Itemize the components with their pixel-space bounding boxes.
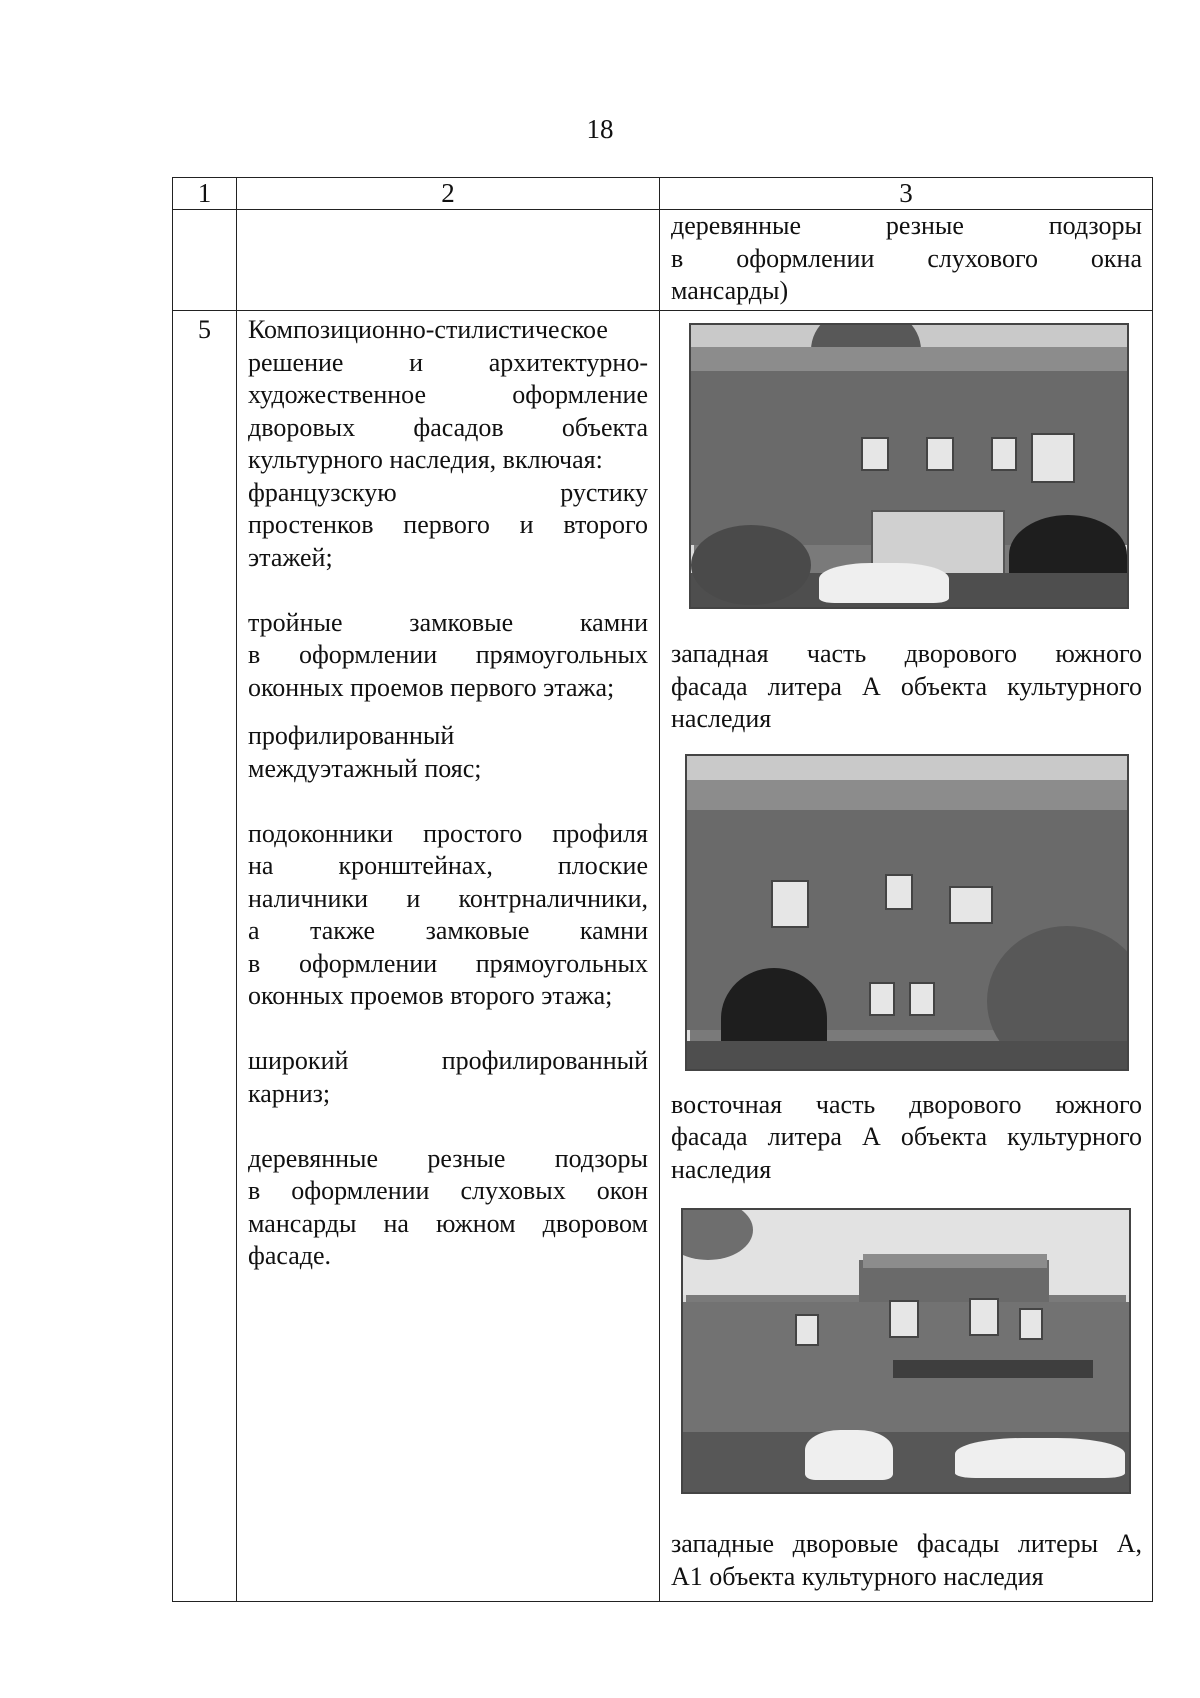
text-line: мансарды на южном дворовом	[248, 1208, 648, 1238]
page-number: 18	[586, 114, 614, 144]
text-line: на кронштейнах, плоские	[248, 851, 648, 880]
list-item	[248, 720, 648, 785]
photo-caption	[671, 1089, 1142, 1187]
text-line: карниз;	[248, 1078, 331, 1108]
photo-caption	[671, 638, 1142, 736]
text-line: деревянные резные подзоры	[248, 1143, 648, 1173]
text-line: наследия	[671, 1154, 772, 1184]
text-line: оконных проемов первого этажа;	[248, 672, 615, 702]
list-item	[248, 1045, 648, 1110]
table-header-row	[173, 178, 1153, 210]
text-line: а также замковые камни	[248, 916, 648, 945]
text-line: простенков первого и второго	[248, 510, 648, 539]
text-line: в оформлении слуховых окон	[248, 1176, 648, 1205]
photo-column	[660, 311, 1153, 1602]
text-line: этажей;	[248, 542, 333, 572]
text-line: мансарды)	[671, 276, 789, 305]
facade-photo-courtyard	[681, 1208, 1131, 1494]
text-line: фасаде.	[248, 1241, 332, 1270]
list-item	[248, 1143, 648, 1273]
list-item	[248, 818, 648, 1013]
text-line: решение и архитектурно-	[248, 347, 648, 377]
text-line: широкий профилированный	[248, 1046, 648, 1075]
table-row-5	[173, 311, 1153, 1602]
text-line: западная часть дворового южного	[671, 639, 1142, 668]
text-line: профилированный	[248, 721, 455, 750]
facade-photo-east	[685, 754, 1129, 1071]
text-line: Композиционно-стилистическое	[248, 315, 608, 344]
header-cell-2: 2	[237, 178, 660, 210]
text-line: наличники и контрналичники,	[248, 883, 648, 913]
text-line: междуэтажный пояс;	[248, 753, 482, 783]
list-item	[248, 314, 648, 574]
text-line: в оформлении прямоугольных	[248, 948, 648, 978]
text-line: фасада литера А объекта культурного	[671, 671, 1142, 701]
text-line: художественное оформление	[248, 380, 648, 409]
header-cell-3: 3	[660, 178, 1153, 210]
text-line: культурного наследия, включая:	[248, 445, 603, 474]
continuation-row	[173, 210, 1153, 311]
header-cell-1: 1	[173, 178, 237, 210]
text-line: западные дворовые фасады литеры А,	[671, 1529, 1142, 1558]
continuation-text	[660, 210, 1153, 311]
text-line: тройные замковые камни	[248, 607, 648, 637]
elements-description	[237, 311, 660, 1602]
text-line: дворовых фасадов объекта	[248, 412, 648, 442]
heritage-table	[172, 177, 1153, 1602]
text-line: в оформлении слухового окна	[671, 243, 1142, 273]
text-line: восточная часть дворового южного	[671, 1089, 1142, 1119]
text-line: фасада литера А объекта культурного	[671, 1122, 1142, 1151]
photo-caption	[671, 1528, 1142, 1593]
text-line: подоконники простого профиля	[248, 818, 648, 848]
facade-photo-west	[689, 323, 1129, 609]
text-line: оконных проемов второго этажа;	[248, 981, 613, 1010]
row-number: 5	[173, 311, 237, 1602]
list-item	[248, 607, 648, 705]
text-line: в оформлении прямоугольных	[248, 640, 648, 669]
text-line: деревянные резные подзоры	[671, 211, 1142, 240]
text-line: французскую рустику	[248, 477, 648, 507]
text-line: наследия	[671, 704, 772, 733]
text-line: А1 объекта культурного наследия	[671, 1561, 1044, 1591]
